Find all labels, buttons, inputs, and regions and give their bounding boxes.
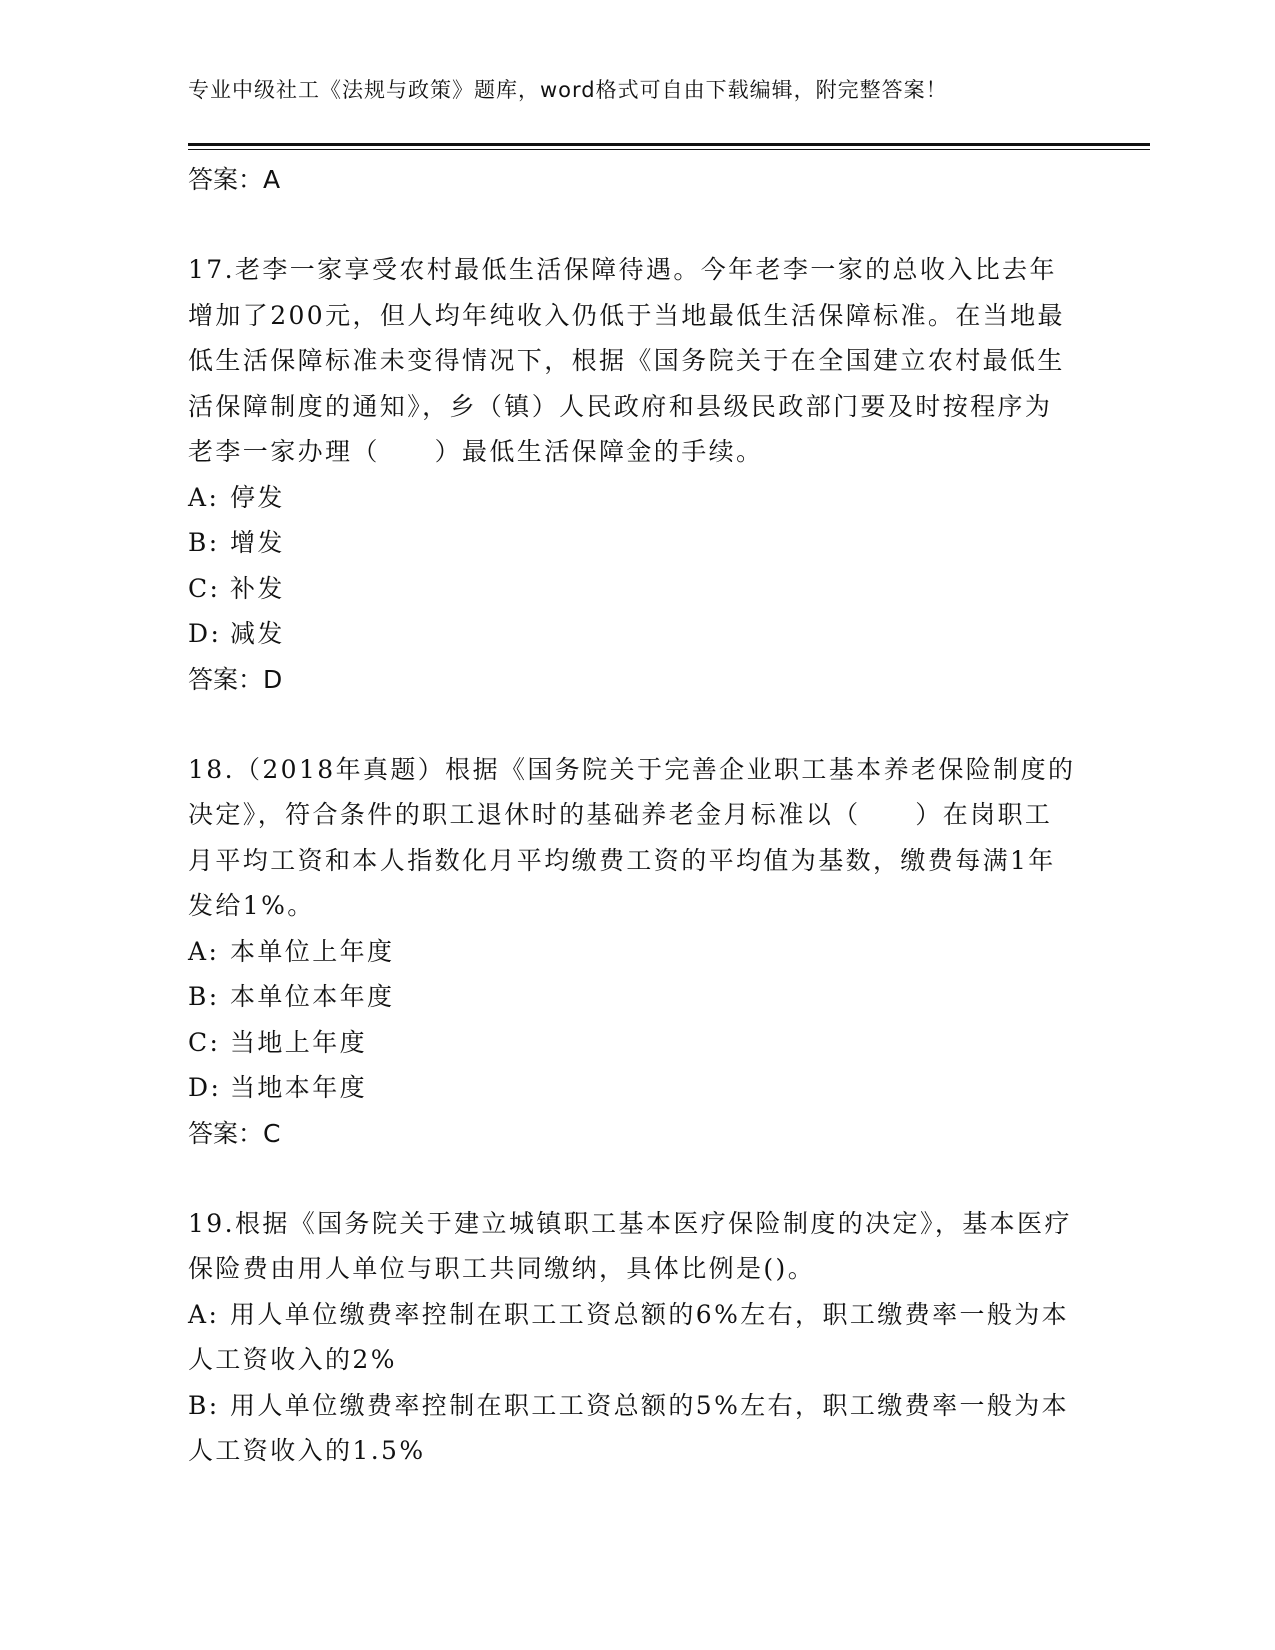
option-letter: C: xyxy=(188,1027,221,1057)
option-a xyxy=(188,1292,1078,1383)
option-letter: D: xyxy=(188,619,222,648)
option-text: 本单位本年度 xyxy=(230,982,395,1011)
question-18 xyxy=(188,747,1078,1156)
question-19 xyxy=(188,1201,1078,1474)
option-d xyxy=(188,611,1078,657)
option-letter: C: xyxy=(188,573,221,603)
option-text: 补发 xyxy=(230,573,285,603)
previous-answer: 答案：A xyxy=(188,165,281,194)
option-a xyxy=(188,475,1078,521)
option-letter: B: xyxy=(188,1390,220,1420)
page-header: 专业中级社工《法规与政策》题库，word格式可自由下载编辑，附完整答案！ xyxy=(188,78,948,102)
option-letter: D: xyxy=(188,1073,222,1102)
header-divider-thick xyxy=(188,143,1150,146)
spacer xyxy=(188,702,1078,747)
answer: 答案：D xyxy=(188,664,283,694)
option-letter: B: xyxy=(188,982,220,1011)
option-letter: B: xyxy=(188,528,220,557)
option-b xyxy=(188,520,1078,566)
header-divider-thin xyxy=(188,149,1150,150)
option-c xyxy=(188,1020,1078,1066)
document-body xyxy=(188,157,1078,1474)
spacer xyxy=(188,1156,1078,1201)
option-text: 用人单位缴费率控制在职工工资总额的5%左右，职工缴费率一般为本人工资收入的1.5% xyxy=(188,1390,1070,1465)
option-text: 减发 xyxy=(230,619,285,648)
option-letter: A: xyxy=(188,936,220,966)
option-d xyxy=(188,1065,1078,1111)
option-text: 用人单位缴费率控制在职工工资总额的6%左右，职工缴费率一般为本人工资收入的2% xyxy=(188,1299,1070,1374)
option-letter: A: xyxy=(188,1299,220,1329)
option-b xyxy=(188,974,1078,1020)
question-stem: 17.老李一家享受农村最低生活保障待遇。今年老李一家的总收入比去年增加了200元，但人均年纯收入仍低于当地最低生活保障标准。在当地最低生活保障标准未变得情况下，根据《国务院关于在全国建立农村最低生活保障制度的通知》，乡（镇）人民政府和县级民政部门要及时按程序为老李一家办理（ ）最低生活保障金的手续。 xyxy=(188,255,1065,466)
question-stem: 19.根据《国务院关于建立城镇职工基本医疗保险制度的决定》，基本医疗保险费由用人单位与职工共同缴纳，具体比例是()。 xyxy=(188,1208,1072,1283)
question-17 xyxy=(188,247,1078,702)
option-text: 本单位上年度 xyxy=(230,936,395,966)
option-text: 停发 xyxy=(230,482,285,512)
option-b xyxy=(188,1383,1078,1474)
option-c xyxy=(188,566,1078,612)
option-letter: A: xyxy=(188,482,220,512)
question-stem: 18.（2018年真题）根据《国务院关于完善企业职工基本养老保险制度的决定》，符合条件的职工退休时的基础养老金月标准以（ ）在岗职工月平均工资和本人指数化月平均缴费工资的平均值为基数，缴费每满1年发给1%。 xyxy=(188,754,1076,920)
option-text: 增发 xyxy=(230,528,285,557)
spacer xyxy=(188,202,1078,247)
option-text: 当地上年度 xyxy=(230,1027,368,1057)
answer: 答案：C xyxy=(188,1118,281,1148)
option-text: 当地本年度 xyxy=(230,1073,368,1102)
option-a xyxy=(188,929,1078,975)
